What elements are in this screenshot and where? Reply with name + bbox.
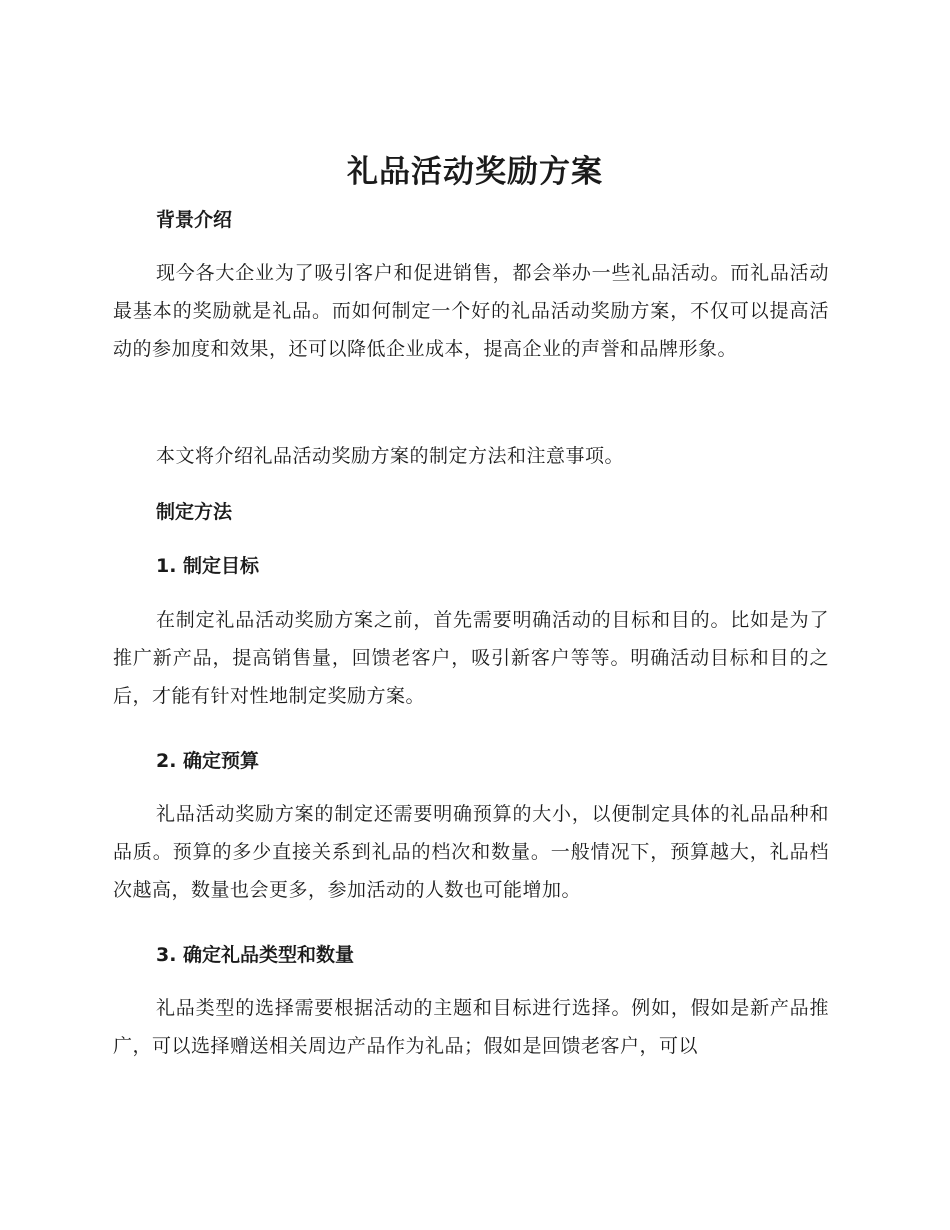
step-heading-gift-type: 3. 确定礼品类型和数量 [156,944,355,966]
paragraph-background-intro: 现今各大企业为了吸引客户和促进销售，都会举办一些礼品活动。而礼品活动最基本的奖励就是礼品。而如何制定一个好的礼品活动奖励方案，不仅可以提高活动的参加度和效果，还可以降低企业成本，提高企业的声誉和品牌形象。 [113,262,829,360]
step-heading-set-goals: 1. 制定目标 [156,555,260,577]
paragraph-background-purpose: 本文将介绍礼品活动奖励方案的制定方法和注意事项。 [156,445,625,467]
paragraph-budget: 礼品活动奖励方案的制定还需要明确预算的大小，以便制定具体的礼品品种和品质。预算的多少直接关系到礼品的档次和数量。一般情况下，预算越大，礼品档次越高，数量也会更多，参加活动的人数也可能增加。 [113,803,829,901]
step-heading-budget: 2. 确定预算 [156,750,260,772]
section-heading-background: 背景介绍 [156,209,233,231]
paragraph-gift-type: 礼品类型的选择需要根据活动的主题和目标进行选择。例如，假如是新产品推广，可以选择赠送相关周边产品作为礼品；假如是回馈老客户，可以 [113,997,829,1057]
section-heading-method: 制定方法 [156,501,233,523]
document-title: 礼品活动奖励方案 [347,154,603,190]
paragraph-set-goals: 在制定礼品活动奖励方案之前，首先需要明确活动的目标和目的。比如是为了推广新产品，提高销售量，回馈老客户，吸引新客户等等。明确活动目标和目的之后，才能有针对性地制定奖励方案。 [113,609,829,707]
